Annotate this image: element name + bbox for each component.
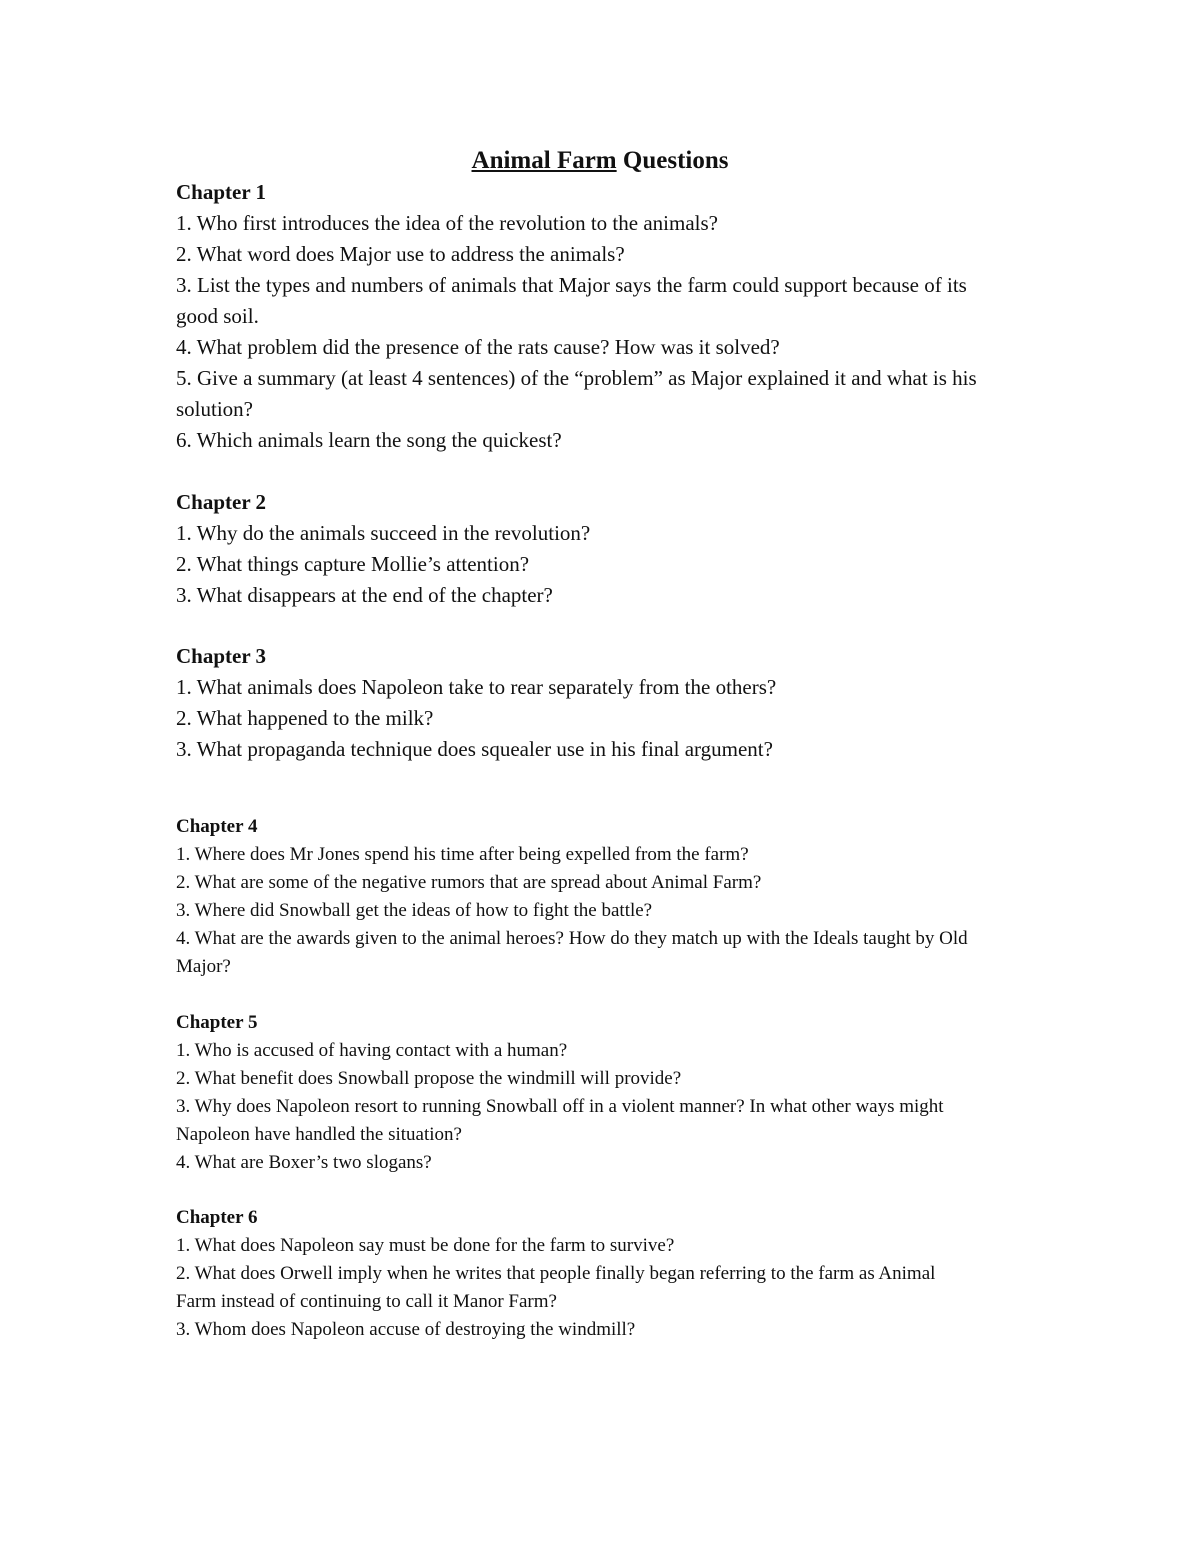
page-title <box>0 144 1200 178</box>
question-item: 4. What are the awards given to the animal heroes? How do they match up with the Ideals taught by Old Major? <box>176 928 968 977</box>
question-item: 1. Who first introduces the idea of the revolution to the animals? <box>176 211 718 235</box>
chapter-4-section <box>176 813 1026 981</box>
question-item: 2. What does Orwell imply when he writes that people finally began referring to the farm as Animal Farm instead of continuing to call it Manor Farm? <box>176 1263 936 1312</box>
question-item: 1. Who is accused of having contact with a human? <box>176 1040 568 1061</box>
question-item: 1. Where does Mr Jones spend his time after being expelled from the farm? <box>176 844 749 865</box>
question-item: 3. What disappears at the end of the chapter? <box>176 583 553 607</box>
question-item: 2. What are some of the negative rumors that are spread about Animal Farm? <box>176 872 762 893</box>
chapter-heading: Chapter 6 <box>176 1207 258 1228</box>
question-item: 2. What word does Major use to address the animals? <box>176 242 625 266</box>
question-item: 1. What does Napoleon say must be done for the farm to survive? <box>176 1235 675 1256</box>
question-item: 3. Why does Napoleon resort to running Snowball off in a violent manner? In what other ways might Napoleon have handled the situation? <box>176 1096 944 1145</box>
question-item: 6. Which animals learn the song the quickest? <box>176 428 562 452</box>
question-item: 1. What animals does Napoleon take to rear separately from the others? <box>176 675 777 699</box>
chapter-heading: Chapter 5 <box>176 1012 258 1033</box>
question-item: 3. What propaganda technique does squealer use in his final argument? <box>176 737 773 761</box>
chapter-3-section <box>176 641 1026 765</box>
title-book-name: Animal Farm <box>471 147 617 174</box>
question-item: 2. What things capture Mollie’s attention? <box>176 552 530 576</box>
chapter-2-section <box>176 487 1026 611</box>
chapter-heading: Chapter 2 <box>176 490 267 514</box>
question-item: 1. Why do the animals succeed in the revolution? <box>176 521 591 545</box>
chapter-1-section <box>176 177 1026 456</box>
question-item: 3. Whom does Napoleon accuse of destroying the windmill? <box>176 1319 636 1340</box>
title-suffix: Questions <box>616 147 729 174</box>
question-item: 3. List the types and numbers of animals that Major says the farm could support because of its good soil. <box>176 273 967 328</box>
chapter-6-section <box>176 1204 1026 1344</box>
question-item: 4. What are Boxer’s two slogans? <box>176 1152 432 1173</box>
chapter-heading: Chapter 4 <box>176 816 258 837</box>
chapter-5-section <box>176 1009 1026 1177</box>
question-item: 4. What problem did the presence of the rats cause? How was it solved? <box>176 335 780 359</box>
chapter-heading: Chapter 1 <box>176 180 267 204</box>
question-item: 2. What happened to the milk? <box>176 706 434 730</box>
question-item: 3. Where did Snowball get the ideas of how to fight the battle? <box>176 900 653 921</box>
question-item: 2. What benefit does Snowball propose the windmill will provide? <box>176 1068 682 1089</box>
question-item: 5. Give a summary (at least 4 sentences) of the “problem” as Major explained it and what is his solution? <box>176 366 977 421</box>
chapter-heading: Chapter 3 <box>176 644 267 668</box>
